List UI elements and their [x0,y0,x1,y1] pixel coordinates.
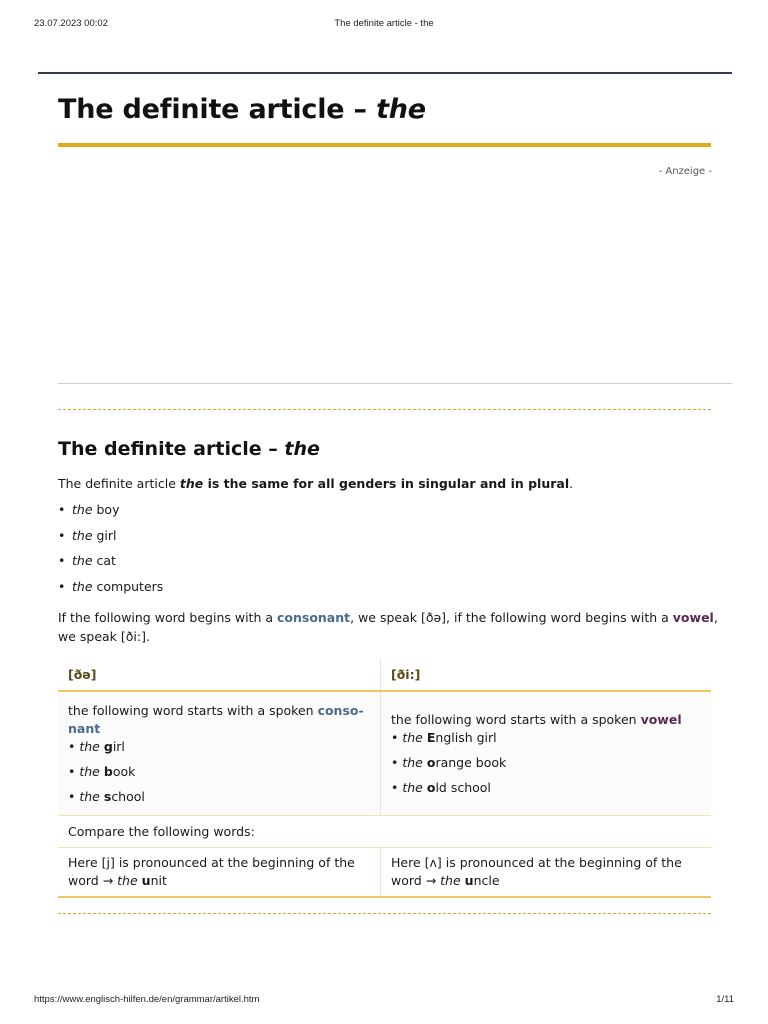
consonant-cell-link[interactable]: conso- nant [68,702,364,736]
pronunciation-table [58,659,711,898]
table-row [58,816,711,848]
list-item: • the computers [58,577,163,603]
pronunciation-paragraph: If the following word begins with a consonant, we speak [ðə], if the following word begins with a vowel, we speak [ði:]. [58,610,718,644]
list-item: • the school [68,788,145,804]
list-item: • the girl [58,526,163,552]
print-url: https://www.englisch-hilfen.de/en/grammar/artikel.htm [34,994,260,1005]
table-header-row [58,659,711,691]
vowel-lead: the following word starts with a spoken vowel [391,711,682,727]
table-row [58,848,711,898]
top-divider [38,72,732,74]
vowel-link[interactable]: vowel [672,610,714,625]
consonant-cell [58,691,381,816]
unit-example-cell: Here [j] is pronounced at the beginning of the word → the unit [58,848,381,898]
table-row [58,691,711,816]
intro-paragraph: The definite article the is the same for all genders in singular and in plural. [58,476,574,491]
consonant-lead: the following word starts with a spoken conso- nant [68,702,364,736]
list-item: • the English girl [391,729,497,745]
header-left: [ðə] [58,659,381,691]
list-item: • the old school [391,779,491,795]
uncle-example-cell: Here [ʌ] is pronounced at the beginning of the word → the uncle [381,848,712,898]
list-item: • the orange book [391,754,507,770]
print-page-number: 1/11 [716,994,734,1005]
title-underline [58,143,711,147]
example-list [58,500,163,602]
ad-divider [58,383,732,384]
print-doc-title: The definite article - the [334,18,434,29]
ad-label: - Anzeige - [658,166,712,177]
header-right: [ði:] [381,659,712,691]
print-datetime: 23.07.2023 00:02 [34,18,108,29]
section-title: The definite article – the [58,438,320,460]
page-title: The definite article – the [58,94,426,125]
consonant-link[interactable]: consonant [276,610,351,625]
list-item: • the cat [58,551,163,577]
vowel-cell [381,691,712,816]
list-item: • the girl [68,738,125,754]
section-divider-bottom [58,913,711,914]
section-divider-top [58,409,711,410]
list-item: • the boy [58,500,163,526]
list-item: • the book [68,763,136,779]
compare-cell: Compare the following words: [58,816,711,848]
vowel-cell-link[interactable]: vowel [640,711,682,727]
